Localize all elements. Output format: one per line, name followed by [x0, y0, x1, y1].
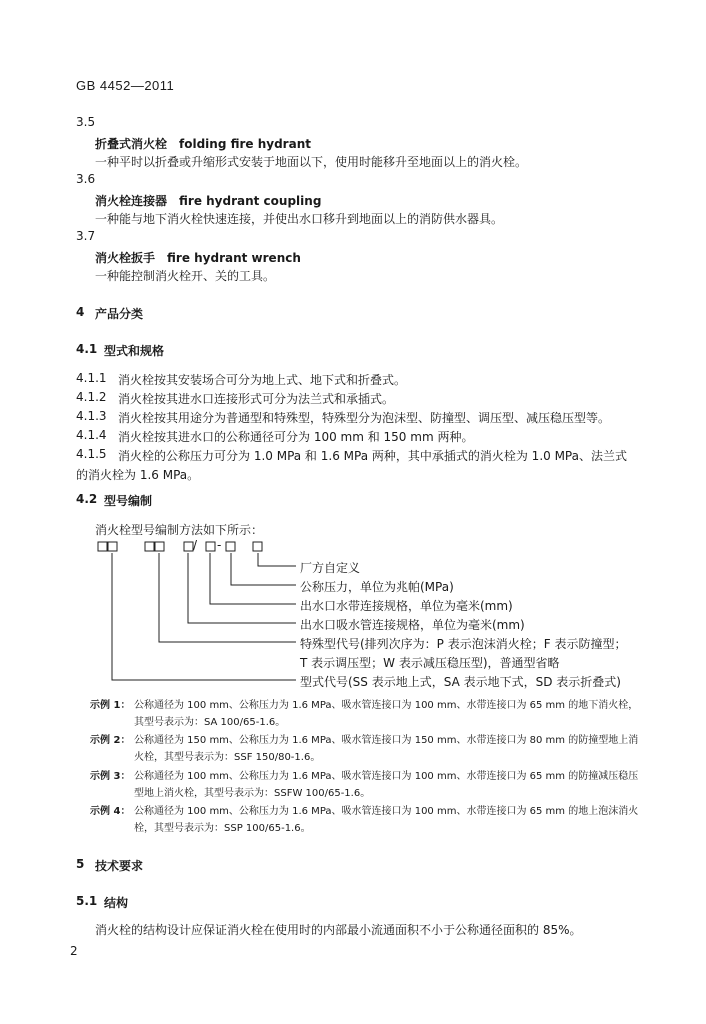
section-number: 5.1 [76, 894, 98, 908]
clause-text: 消火栓按其进水口的公称通径可分为 100 mm 和 150 mm 两种。 [118, 430, 474, 444]
example-label: 示例 1： [90, 700, 131, 711]
example-text: 公称通径为 100 mm、公称压力为 1.6 MPa、吸水管连接口为 100 mm、水带连接口为 65 mm 的地下消火栓， [134, 700, 639, 711]
example-label: 示例 4： [90, 806, 131, 817]
example-text: 公称通径为 100 mm、公称压力为 1.6 MPa、吸水管连接口为 100 mm、水带连接口为 65 mm 的地上泡沫消火 [134, 806, 639, 817]
code-box-1 [98, 542, 107, 551]
model-label: 特殊型代号(排列次序为：P 表示泡沫消火栓；F 表示防撞型； [300, 637, 627, 651]
code-separator-dash: - [217, 538, 222, 552]
clause-number: 4.1.5 [76, 447, 107, 461]
leader-line-2 [231, 553, 296, 585]
clause-text: 消火栓按其进水口连接形式可分为法兰式和承插式。 [118, 392, 395, 406]
example-text: 公称通径为 100 mm、公称压力为 1.6 MPa、吸水管连接口为 100 mm、水带连接口为 65 mm 的防撞减压稳压 [134, 771, 639, 782]
leader-line-4 [188, 553, 296, 623]
term-title: 消火栓连接器 fire hydrant coupling [95, 194, 322, 208]
section-number: 4.1 [76, 342, 98, 356]
term-number: 3.7 [76, 229, 96, 243]
code-separator-slash: / [193, 538, 198, 552]
clause-number: 4.1.4 [76, 428, 107, 442]
section-number: 5 [76, 857, 85, 871]
model-label: 公称压力，单位为兆帕(MPa) [300, 580, 454, 594]
model-label: 出水口水带连接规格，单位为毫米(mm) [300, 599, 513, 613]
code-box-3 [145, 542, 154, 551]
standard-header: GB 4452—2011 [76, 78, 175, 93]
example-text: 其型号表示为：SA 100/65-1.6。 [134, 717, 286, 728]
term-number: 3.6 [76, 172, 96, 186]
clause-text: 消火栓按其安装场合可分为地上式、地下式和折叠式。 [118, 373, 407, 387]
code-box-2 [108, 542, 117, 551]
model-label: T 表示调压型；W 表示减压稳压型)，普通型省略 [300, 656, 560, 670]
model-label: 厂方自定义 [300, 561, 361, 575]
section-title: 型号编制 [104, 494, 153, 508]
model-label: 型式代号(SS 表示地上式，SA 表示地下式，SD 表示折叠式) [300, 675, 621, 689]
code-box-4 [155, 542, 164, 551]
clause-text-continued: 的消火栓为 1.6 MPa。 [76, 468, 200, 482]
example-text: 公称通径为 150 mm、公称压力为 1.6 MPa、吸水管连接口为 150 mm、水带连接口为 80 mm 的防撞型地上消 [134, 735, 639, 746]
example-text: 栓，其型号表示为：SSP 100/65-1.6。 [134, 823, 311, 834]
clause-text: 消火栓的结构设计应保证消火栓在使用时的内部最小流通面积不小于公称通径面积的 85%。 [95, 923, 582, 937]
section-number: 4 [76, 305, 85, 319]
code-box-6 [206, 542, 215, 551]
section-title: 产品分类 [95, 307, 144, 321]
term-number: 3.5 [76, 115, 96, 129]
term-title: 消火栓扳手 fire hydrant wrench [95, 251, 301, 265]
example-text: 型地上消火栓，其型号表示为：SSFW 100/65-1.6。 [134, 788, 371, 799]
section-title: 型式和规格 [104, 344, 165, 358]
clause-number: 4.1.3 [76, 409, 107, 423]
code-box-5 [184, 542, 193, 551]
term-definition: 一种能控制消火栓开、关的工具。 [95, 269, 276, 283]
term-definition: 一种能与地下消火栓快速连接，并使出水口移升到地面以上的消防供水器具。 [95, 212, 504, 226]
clause-number: 4.1.1 [76, 371, 107, 385]
code-box-8 [253, 542, 262, 551]
term-title: 折叠式消火栓 folding fire hydrant [95, 137, 311, 151]
leader-line-1 [258, 553, 296, 566]
leader-line-6 [112, 553, 296, 680]
page-number: 2 [70, 944, 78, 958]
section-title: 技术要求 [95, 859, 144, 873]
model-label: 出水口吸水管连接规格，单位为毫米(mm) [300, 618, 525, 632]
clause-number: 4.1.2 [76, 390, 107, 404]
example-label: 示例 3： [90, 771, 131, 782]
example-label: 示例 2： [90, 735, 131, 746]
example-text: 火栓，其型号表示为：SSF 150/80-1.6。 [134, 752, 321, 763]
term-definition: 一种平时以折叠或升缩形式安装于地面以下，使用时能移升至地面以上的消火栓。 [95, 155, 528, 169]
leader-line-3 [210, 553, 296, 604]
model-intro: 消火栓型号编制方法如下所示： [95, 523, 264, 537]
clause-text: 消火栓的公称压力可分为 1.0 MPa 和 1.6 MPa 两种，其中承插式的消火栓为 1.0 MPa、法兰式 [118, 449, 627, 463]
section-number: 4.2 [76, 492, 98, 506]
section-title: 结构 [104, 896, 129, 910]
code-box-7 [226, 542, 235, 551]
clause-text: 消火栓按其用途分为普通型和特殊型，特殊型分为泡沫型、防撞型、调压型、减压稳压型等。 [118, 411, 611, 425]
